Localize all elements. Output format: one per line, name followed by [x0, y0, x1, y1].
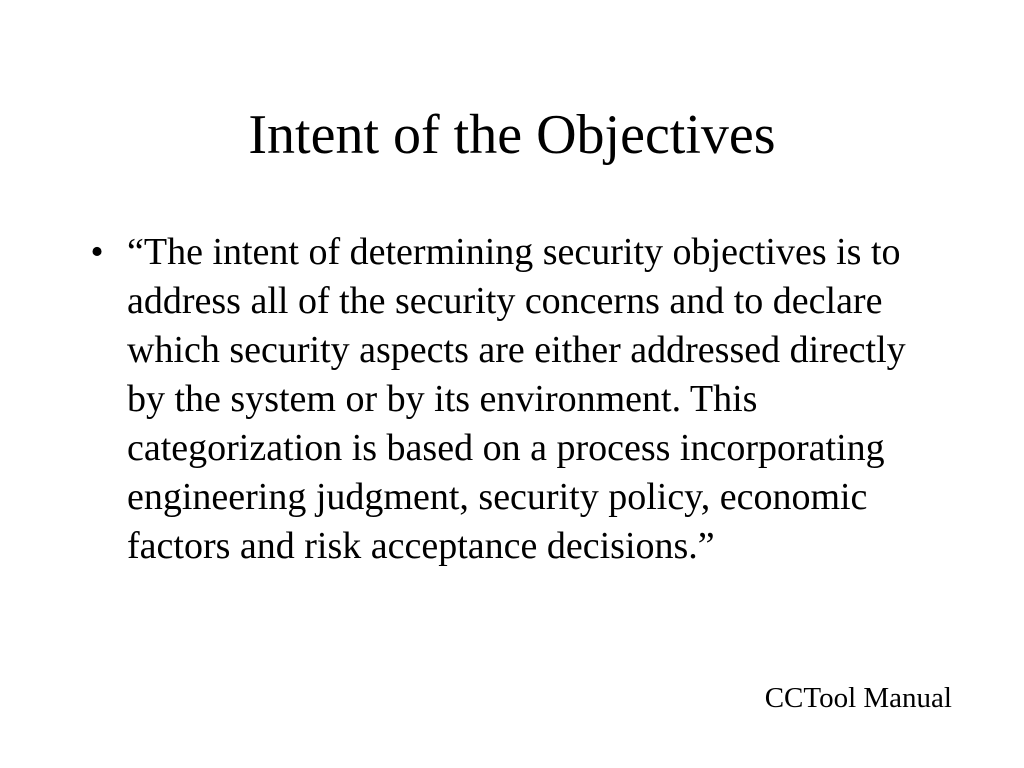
bullet-dot-icon: • — [90, 231, 104, 273]
bullet-text: “The intent of determining security objectives is to address all of the security concerns and to declare which security aspects are either addressed directly by the system or by its environment. This categorization is based on a process incorporating engineering judgment, security policy, economic factors and risk acceptance decisions.” — [127, 231, 906, 567]
bullet-item — [82, 228, 942, 571]
slide-title: Intent of the Objectives — [248, 104, 776, 166]
bullet-list — [82, 228, 942, 571]
source-caption: CCTool Manual — [764, 682, 952, 714]
